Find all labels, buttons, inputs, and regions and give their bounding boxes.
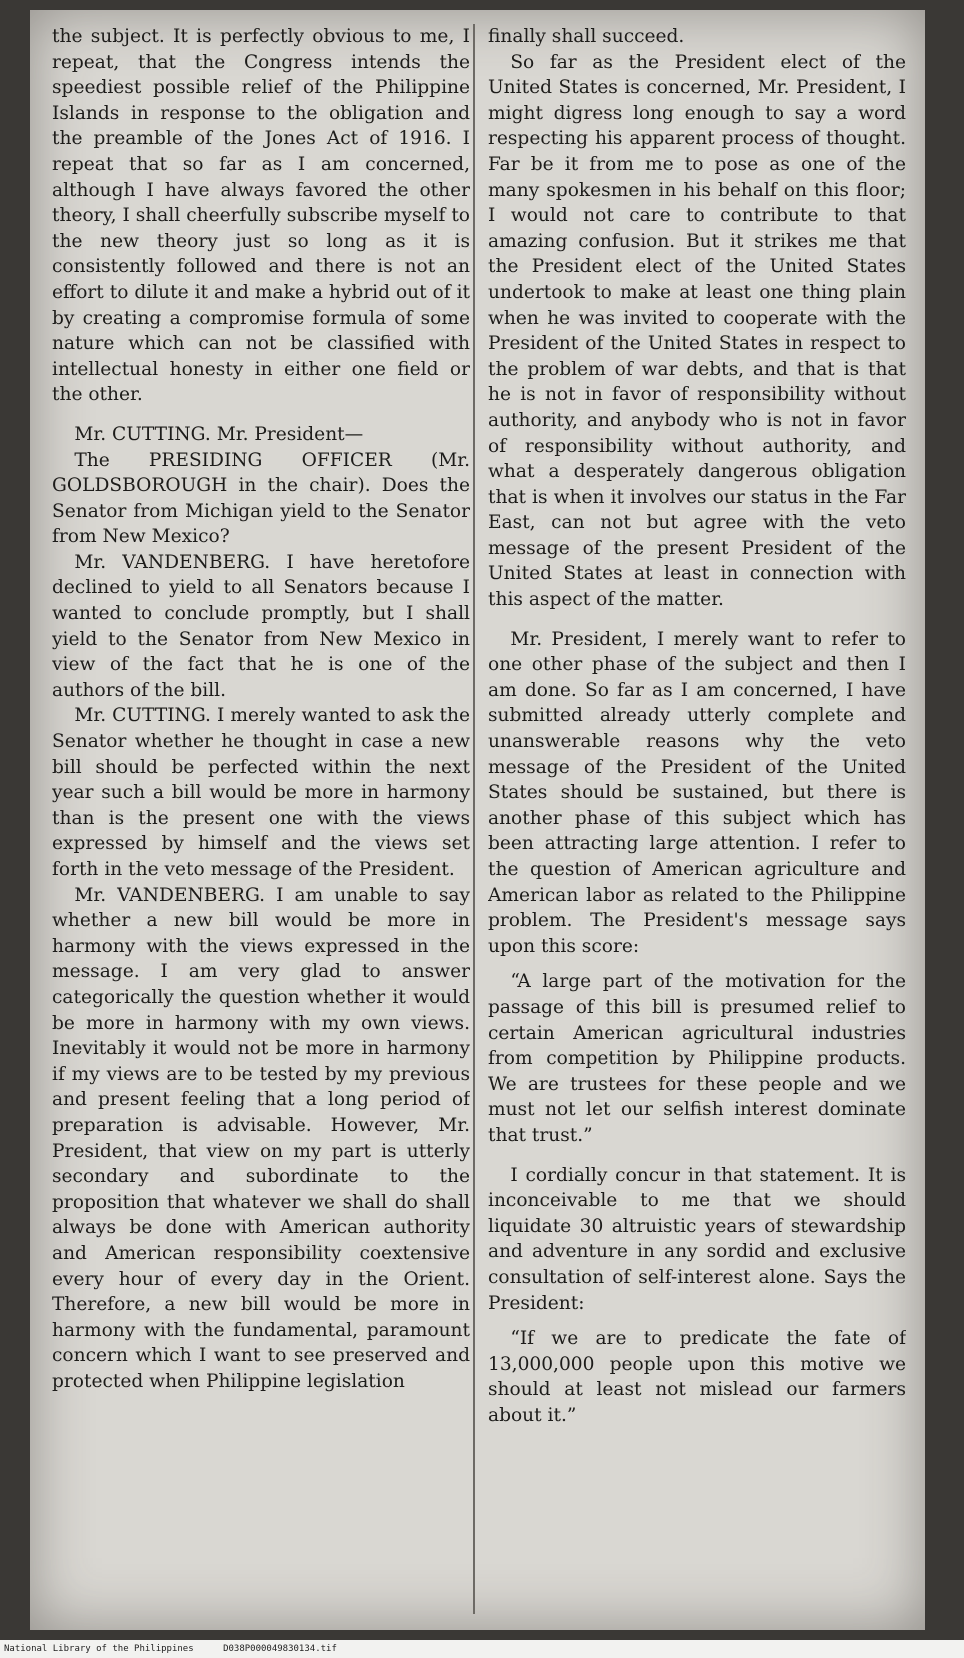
paragraph: the subject. It is perfectly obvious to me, I repeat, that the Congress intends the speediest possible relief of the Philippine Islands in response to the obligation and the preamble of the Jones Act of 1916. I repeat that so far as I am concerned, although I have always favored the other theory, I shall cheerfully subscribe myself to the new theory just so long as it is consistently followed and there is not an effort to dilute it and make a hybrid out of it by creating a compromise formula of some nature which can not be classified with intellectual honesty in either one field or the other. — [52, 26, 470, 406]
file-name: D038P000049830134.tif — [223, 1644, 337, 1654]
paragraph: Mr. CUTTING. I merely wanted to ask the Senator whether he thought in case a new bill should be perfected within the next year such a bill would be more in harmony than is the present one with the views expressed by himself and the views set forth in the veto message of the President. — [52, 705, 470, 880]
left-column — [52, 24, 470, 1612]
paragraph: Mr. VANDENBERG. I have heretofore declined to yield to all Senators because I wanted to conclude promptly, but I shall yield to the Senator from New Mexico in view of the fact that he is one of the authors of the bill. — [52, 551, 470, 701]
paragraph: So far as the President elect of the United States is concerned, Mr. President, I might digress long enough to say a word respecting his apparent process of thought. Far be it from me to pose as one of the many spokesmen in his behalf on this floor; I would not care to contribute to that amazing confusion. But it strikes me that the President elect of the United States undertook to make at least one thing plain when he was invited to cooperate with the President of the United States in respect to the problem of war debts, and that is that he is not in favor of responsibility without authority, and anybody who is not in favor of responsibility without authority, and what a desperately dangerous obligation that is when it involves our status in the Far East, can not but agree with the veto message of the present President of the United States at least in connection with this aspect of the matter. — [488, 51, 906, 611]
paragraph: I cordially concur in that statement. It is inconceivable to me that we should liquidate 30 altruistic years of stewardship and adventure in any sordid and exclusive consultation of self-interest alone. Says the President: — [488, 1164, 906, 1314]
paragraph: Mr. President, I merely want to refer to one other phase of the subject and then I am done. So far as I am concerned, I have submitted already utterly complete and unanswerable reasons why the veto message of the President of the United States should be sustained, but there is another phase of this subject which has been attracting large attention. I refer to the question of American agriculture and American labor as related to the Philippine problem. The President's message says upon this score: — [488, 628, 906, 957]
library-label: National Library of the Philippines — [4, 1644, 194, 1654]
quotation: “A large part of the motivation for the passage of this bill is presumed relief to certain American agricultural industries from competition by Philippine products. We are trustees for these people and we must not let our selfish interest dominate that trust.” — [488, 971, 906, 1146]
scanned-page — [30, 10, 925, 1630]
paragraph: finally shall succeed. — [488, 26, 685, 47]
column-divider — [473, 24, 475, 1614]
right-column — [488, 24, 906, 1612]
paragraph: The PRESIDING OFFICER (Mr. GOLDSBOROUGH in the chair). Does the Senator from Michigan yield to the Senator from New Mexico? — [52, 449, 470, 548]
scan-footer — [0, 1640, 964, 1658]
quotation: “If we are to predicate the fate of 13,000,000 people upon this motive we should at least not mislead our farmers about it.” — [488, 1328, 906, 1426]
speaker-line: Mr. CUTTING. Mr. President— — [74, 423, 364, 445]
paragraph: Mr. VANDENBERG. I am unable to say whether a new bill would be more in harmony with the views expressed in the message. I am very glad to answer categorically the question whether it would be more in harmony with my own views. Inevitably it would not be more in harmony if my views are to be tested by my previous and present feeling that a long period of preparation is advisable. However, Mr. President, that view on my part is utterly secondary and subordinate to the proposition that whatever we shall do shall always be done with American authority and American responsibility coextensive every hour of every day in the Orient. Therefore, a new bill would be more in harmony with the fundamental, paramount concern which I want to see preserved and protected when Philippine legislation — [52, 884, 470, 1392]
